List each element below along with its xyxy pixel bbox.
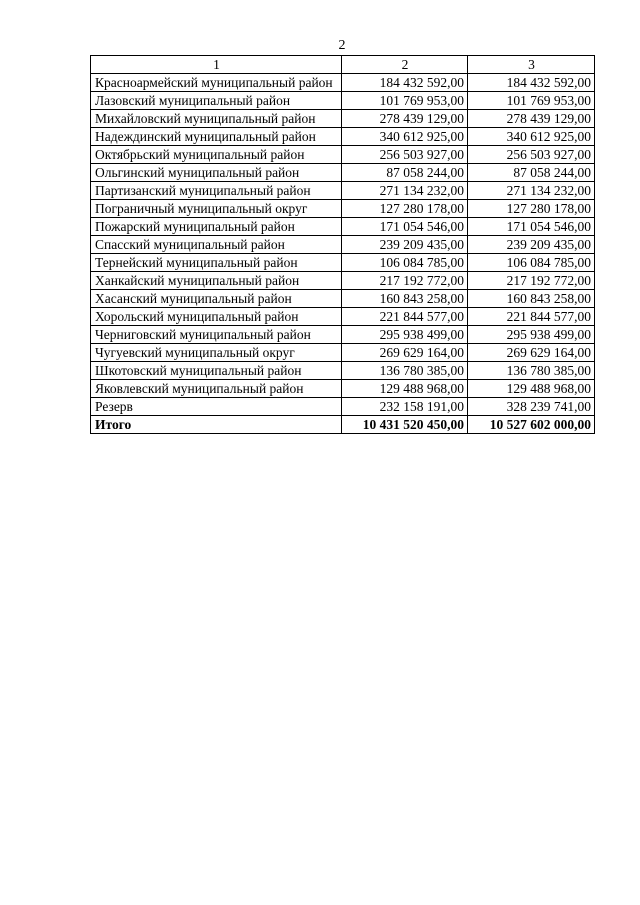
row-value-col2: 127 280 178,00 (342, 200, 468, 218)
row-name: Яковлевский муниципальный район (91, 380, 342, 398)
table-row (91, 326, 595, 344)
row-value-col2: 340 612 925,00 (342, 128, 468, 146)
table-row (91, 164, 595, 182)
row-value-col2: 184 432 592,00 (342, 74, 468, 92)
row-value-col3: 136 780 385,00 (468, 362, 595, 380)
budget-table (90, 55, 595, 434)
column-header-3: 3 (468, 56, 595, 74)
table-row (91, 344, 595, 362)
row-name: Михайловский муниципальный район (91, 110, 342, 128)
row-value-col2: 87 058 244,00 (342, 164, 468, 182)
row-name: Хасанский муниципальный район (91, 290, 342, 308)
table-row (91, 74, 595, 92)
row-value-col3: 221 844 577,00 (468, 308, 595, 326)
row-value-col2: 129 488 968,00 (342, 380, 468, 398)
total-label: Итого (91, 416, 342, 434)
row-value-col2: 160 843 258,00 (342, 290, 468, 308)
row-value-col2: 232 158 191,00 (342, 398, 468, 416)
table-row (91, 380, 595, 398)
row-value-col2: 256 503 927,00 (342, 146, 468, 164)
row-name: Пограничный муниципальный округ (91, 200, 342, 218)
row-value-col3: 129 488 968,00 (468, 380, 595, 398)
column-header-2: 2 (342, 56, 468, 74)
row-value-col2: 217 192 772,00 (342, 272, 468, 290)
row-value-col3: 127 280 178,00 (468, 200, 595, 218)
table-row (91, 272, 595, 290)
row-name: Хорольский муниципальный район (91, 308, 342, 326)
row-name: Ольгинский муниципальный район (91, 164, 342, 182)
header-row (91, 56, 595, 74)
row-name: Тернейский муниципальный район (91, 254, 342, 272)
row-name: Пожарский муниципальный район (91, 218, 342, 236)
row-name: Чугуевский муниципальный округ (91, 344, 342, 362)
row-name: Партизанский муниципальный район (91, 182, 342, 200)
total-row (91, 416, 595, 434)
column-header-1: 1 (91, 56, 342, 74)
row-value-col3: 87 058 244,00 (468, 164, 595, 182)
row-value-col3: 269 629 164,00 (468, 344, 595, 362)
table-row (91, 398, 595, 416)
row-value-col3: 217 192 772,00 (468, 272, 595, 290)
table-row (91, 110, 595, 128)
row-value-col3: 295 938 499,00 (468, 326, 595, 344)
row-value-col3: 184 432 592,00 (468, 74, 595, 92)
row-name: Надеждинский муниципальный район (91, 128, 342, 146)
row-value-col2: 136 780 385,00 (342, 362, 468, 380)
row-value-col2: 239 209 435,00 (342, 236, 468, 254)
row-value-col2: 106 084 785,00 (342, 254, 468, 272)
table-header (91, 56, 595, 74)
table-row (91, 308, 595, 326)
row-value-col3: 171 054 546,00 (468, 218, 595, 236)
row-name: Ханкайский муниципальный район (91, 272, 342, 290)
row-value-col3: 101 769 953,00 (468, 92, 595, 110)
total-value-col3: 10 527 602 000,00 (468, 416, 595, 434)
row-value-col2: 295 938 499,00 (342, 326, 468, 344)
row-name: Резерв (91, 398, 342, 416)
row-value-col2: 271 134 232,00 (342, 182, 468, 200)
row-name: Октябрьский муниципальный район (91, 146, 342, 164)
table-row (91, 182, 595, 200)
row-name: Спасский муниципальный район (91, 236, 342, 254)
table-row (91, 146, 595, 164)
row-name: Шкотовский муниципальный район (91, 362, 342, 380)
row-value-col2: 221 844 577,00 (342, 308, 468, 326)
row-name: Черниговский муниципальный район (91, 326, 342, 344)
row-name: Лазовский муниципальный район (91, 92, 342, 110)
table-body (91, 74, 595, 434)
row-value-col2: 269 629 164,00 (342, 344, 468, 362)
row-value-col3: 278 439 129,00 (468, 110, 595, 128)
row-value-col3: 340 612 925,00 (468, 128, 595, 146)
table-row (91, 92, 595, 110)
row-name: Красноармейский муниципальный район (91, 74, 342, 92)
table-row (91, 290, 595, 308)
row-value-col3: 328 239 741,00 (468, 398, 595, 416)
table-row (91, 218, 595, 236)
row-value-col3: 239 209 435,00 (468, 236, 595, 254)
page-number: 2 (338, 38, 346, 53)
table-row (91, 200, 595, 218)
row-value-col3: 256 503 927,00 (468, 146, 595, 164)
row-value-col2: 171 054 546,00 (342, 218, 468, 236)
row-value-col2: 101 769 953,00 (342, 92, 468, 110)
row-value-col3: 271 134 232,00 (468, 182, 595, 200)
row-value-col3: 160 843 258,00 (468, 290, 595, 308)
total-value-col2: 10 431 520 450,00 (342, 416, 468, 434)
row-value-col3: 106 084 785,00 (468, 254, 595, 272)
table-row (91, 362, 595, 380)
row-value-col2: 278 439 129,00 (342, 110, 468, 128)
table-row (91, 236, 595, 254)
table-row (91, 128, 595, 146)
table-row (91, 254, 595, 272)
